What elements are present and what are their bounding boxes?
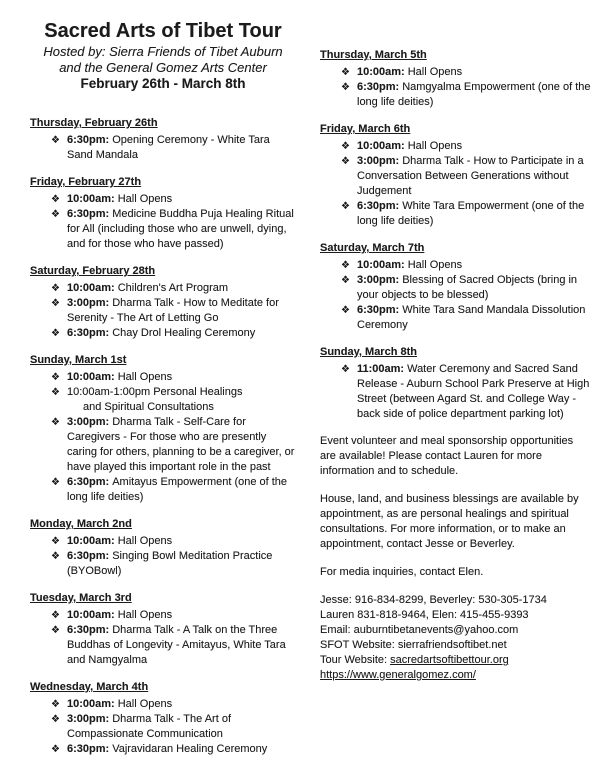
link-tour-website[interactable]: sacredartsoftibettour.org <box>390 654 509 666</box>
event-item <box>51 281 296 296</box>
diamond-bullet-icon: ❖ <box>341 67 350 78</box>
section-heading: Friday, February 27th <box>30 176 142 188</box>
event-desc: White Tara Sand Mandala Dissolution Ceremony <box>357 304 586 331</box>
section-mar-5 <box>320 48 592 110</box>
section-mar-3 <box>30 591 296 668</box>
event-time: 10:00am: <box>67 282 115 294</box>
event-item <box>51 623 296 668</box>
event-desc: Dharma Talk - The Art of Compassionate Communication <box>67 713 231 740</box>
section-mar-1 <box>30 353 296 505</box>
section-mar-2 <box>30 517 296 579</box>
event-desc: Children's Art Program <box>117 282 229 294</box>
flyer-header <box>30 18 296 92</box>
date-range: February 26th - March 8th <box>80 76 246 91</box>
event-time: 6:30pm: <box>67 476 110 488</box>
event-item <box>341 139 592 154</box>
section-heading: Sunday, March 8th <box>320 346 417 358</box>
event-desc: Dharma Talk - A Talk on the Three Buddhas of Longevity - Amitayus, White Tara and Namgyalma <box>67 624 286 666</box>
event-desc: Singing Bowl Meditation Practice (BYOBowl) <box>67 550 273 577</box>
contact-line-general-gomez <box>320 668 592 683</box>
event-item <box>51 133 296 163</box>
subtitle-line-1: Hosted by: Sierra Friends of Tibet Auburn <box>43 44 283 59</box>
event-desc: Hall Opens <box>407 66 463 78</box>
contact-line-email: Email: auburntibetanevents@yahoo.com <box>320 624 519 636</box>
event-item <box>51 370 296 385</box>
event-desc: Hall Opens <box>117 698 173 710</box>
event-desc-continued: and Spiritual Consultations <box>83 401 214 413</box>
diamond-bullet-icon: ❖ <box>51 372 60 383</box>
section-heading: Wednesday, March 4th <box>30 681 149 693</box>
section-feb-27 <box>30 175 296 252</box>
event-item <box>341 65 592 80</box>
page-title: Sacred Arts of Tibet Tour <box>44 20 282 42</box>
event-time: 3:00pm: <box>67 416 110 428</box>
event-item <box>341 199 592 229</box>
tour-website-label: Tour Website: <box>320 654 391 666</box>
event-time: 6:30pm: <box>357 200 400 212</box>
diamond-bullet-icon: ❖ <box>341 364 350 375</box>
section-mar-8 <box>320 345 592 422</box>
event-item <box>51 385 296 415</box>
event-desc: Vajravidaran Healing Ceremony <box>112 743 268 755</box>
event-time: 6:30pm: <box>357 304 400 316</box>
diamond-bullet-icon: ❖ <box>341 156 350 167</box>
event-time: 10:00am: <box>67 193 115 205</box>
event-desc: Hall Opens <box>407 259 463 271</box>
event-item <box>341 273 592 303</box>
event-desc: Hall Opens <box>407 140 463 152</box>
schedule-column-left <box>30 18 296 769</box>
event-desc: Dharma Talk - How to Meditate for Serenity - The Art of Letting Go <box>67 297 279 324</box>
event-time: 3:00pm: <box>357 274 400 286</box>
diamond-bullet-icon: ❖ <box>341 82 350 93</box>
section-heading: Sunday, March 1st <box>30 354 127 366</box>
section-heading: Friday, March 6th <box>320 123 411 135</box>
diamond-bullet-icon: ❖ <box>51 194 60 205</box>
contact-line-sfot-website: SFOT Website: sierrafriendsoftibet.net <box>320 639 507 651</box>
diamond-bullet-icon: ❖ <box>51 417 60 428</box>
event-time: 10:00am: <box>67 371 115 383</box>
event-desc: Chay Drol Healing Ceremony <box>112 327 256 339</box>
event-time: 6:30pm: <box>67 327 110 339</box>
event-desc: Hall Opens <box>117 609 173 621</box>
section-mar-6 <box>320 122 592 229</box>
event-desc: Hall Opens <box>117 193 173 205</box>
diamond-bullet-icon: ❖ <box>51 714 60 725</box>
diamond-bullet-icon: ❖ <box>341 201 350 212</box>
event-time: 3:00pm: <box>67 713 110 725</box>
section-heading: Monday, March 2nd <box>30 518 132 530</box>
event-item <box>51 207 296 252</box>
event-item <box>51 415 296 475</box>
event-desc: Opening Ceremony - White Tara Sand Mandala <box>67 134 270 161</box>
event-item <box>51 326 296 341</box>
event-time: 6:30pm: <box>67 624 110 636</box>
diamond-bullet-icon: ❖ <box>51 625 60 636</box>
info-paragraph-volunteer: Event volunteer and meal sponsorship opportunities are available! Please contact Lauren for more information and to schedule. <box>320 435 574 477</box>
diamond-bullet-icon: ❖ <box>51 610 60 621</box>
event-item <box>51 608 296 623</box>
diamond-bullet-icon: ❖ <box>51 744 60 755</box>
event-time: 6:30pm: <box>67 550 110 562</box>
event-item <box>51 712 296 742</box>
event-time: 10:00am: <box>67 535 115 547</box>
event-time: 3:00pm: <box>357 155 400 167</box>
event-item <box>51 534 296 549</box>
event-desc: Amitayus Empowerment (one of the long life deities) <box>67 476 288 503</box>
info-paragraph-media: For media inquiries, contact Elen. <box>320 566 484 578</box>
section-heading: Thursday, March 5th <box>320 49 427 61</box>
diamond-bullet-icon: ❖ <box>51 328 60 339</box>
schedule-column-right <box>320 48 592 683</box>
event-item <box>341 258 592 273</box>
diamond-bullet-icon: ❖ <box>51 283 60 294</box>
diamond-bullet-icon: ❖ <box>341 141 350 152</box>
diamond-bullet-icon: ❖ <box>51 209 60 220</box>
section-heading: Thursday, February 26th <box>30 117 158 129</box>
section-mar-7 <box>320 241 592 333</box>
event-desc: Blessing of Sacred Objects (bring in your objects to be blessed) <box>357 274 578 301</box>
event-time: 6:30pm: <box>357 81 400 93</box>
event-item <box>51 296 296 326</box>
event-time: 6:30pm: <box>67 208 110 220</box>
section-heading: Tuesday, March 3rd <box>30 592 132 604</box>
diamond-bullet-icon: ❖ <box>341 260 350 271</box>
event-item <box>341 303 592 333</box>
contact-line-phones-2: Lauren 831-818-9464, Elen: 415-455-9393 <box>320 609 529 621</box>
diamond-bullet-icon: ❖ <box>51 536 60 547</box>
event-desc: Water Ceremony and Sacred Sand Release - Auburn School Park Preserve at High Street (between Agard St. and College Way - back side of police department parking lot) <box>357 363 590 420</box>
event-desc: Dharma Talk - How to Participate in a Conversation Between Generations without Judgement <box>357 155 584 197</box>
info-paragraph-blessings: House, land, and business blessings are available by appointment, as are personal healings and spiritual consultations. For more information, or to make an appointment, contact Jesse or Beverley. <box>320 493 579 550</box>
diamond-bullet-icon: ❖ <box>51 551 60 562</box>
event-desc: Dharma Talk - Self-Care for Caregivers - For those who are presently caring for others, planning to be a caregiver, or have played this important role in the past <box>67 416 295 473</box>
event-desc: Namgyalma Empowerment (one of the long life deities) <box>357 81 591 108</box>
subtitle-line-2: and the General Gomez Arts Center <box>59 60 267 75</box>
contact-line-tour-website <box>320 653 592 668</box>
contact-block <box>320 593 592 683</box>
event-time: 10:00am: <box>67 609 115 621</box>
event-time: 10:00am: <box>357 259 405 271</box>
event-time: 11:00am: <box>357 363 405 375</box>
event-time: 3:00pm: <box>67 297 110 309</box>
event-desc: Hall Opens <box>117 535 173 547</box>
event-time: 10:00am: <box>357 140 405 152</box>
event-time: 10:00am: <box>67 698 115 710</box>
diamond-bullet-icon: ❖ <box>51 135 60 146</box>
event-item <box>341 154 592 199</box>
event-item <box>51 549 296 579</box>
diamond-bullet-icon: ❖ <box>51 477 60 488</box>
section-feb-28 <box>30 264 296 341</box>
event-item <box>51 475 296 505</box>
section-mar-4 <box>30 680 296 757</box>
event-time: 6:30pm: <box>67 134 110 146</box>
link-general-gomez[interactable]: https://www.generalgomez.com/ <box>320 669 476 681</box>
event-desc: Hall Opens <box>117 371 173 383</box>
section-heading: Saturday, March 7th <box>320 242 425 254</box>
diamond-bullet-icon: ❖ <box>51 298 60 309</box>
event-desc: Medicine Buddha Puja Healing Ritual for All (including those who are unwell, dying, and for those who have passed) <box>67 208 294 250</box>
event-item <box>341 362 592 422</box>
event-time: 10:00am: <box>357 66 405 78</box>
diamond-bullet-icon: ❖ <box>341 305 350 316</box>
event-desc: 10:00am-1:00pm Personal Healings <box>67 386 243 398</box>
event-item <box>341 80 592 110</box>
event-item <box>51 192 296 207</box>
event-time: 6:30pm: <box>67 743 110 755</box>
event-item <box>51 697 296 712</box>
diamond-bullet-icon: ❖ <box>51 387 60 398</box>
contact-line-phones-1: Jesse: 916-834-8299, Beverley: 530-305-1734 <box>320 594 547 606</box>
event-desc: White Tara Empowerment (one of the long life deities) <box>357 200 585 227</box>
section-feb-26 <box>30 116 296 163</box>
diamond-bullet-icon: ❖ <box>51 699 60 710</box>
event-item <box>51 742 296 757</box>
diamond-bullet-icon: ❖ <box>341 275 350 286</box>
section-heading: Saturday, February 28th <box>30 265 156 277</box>
